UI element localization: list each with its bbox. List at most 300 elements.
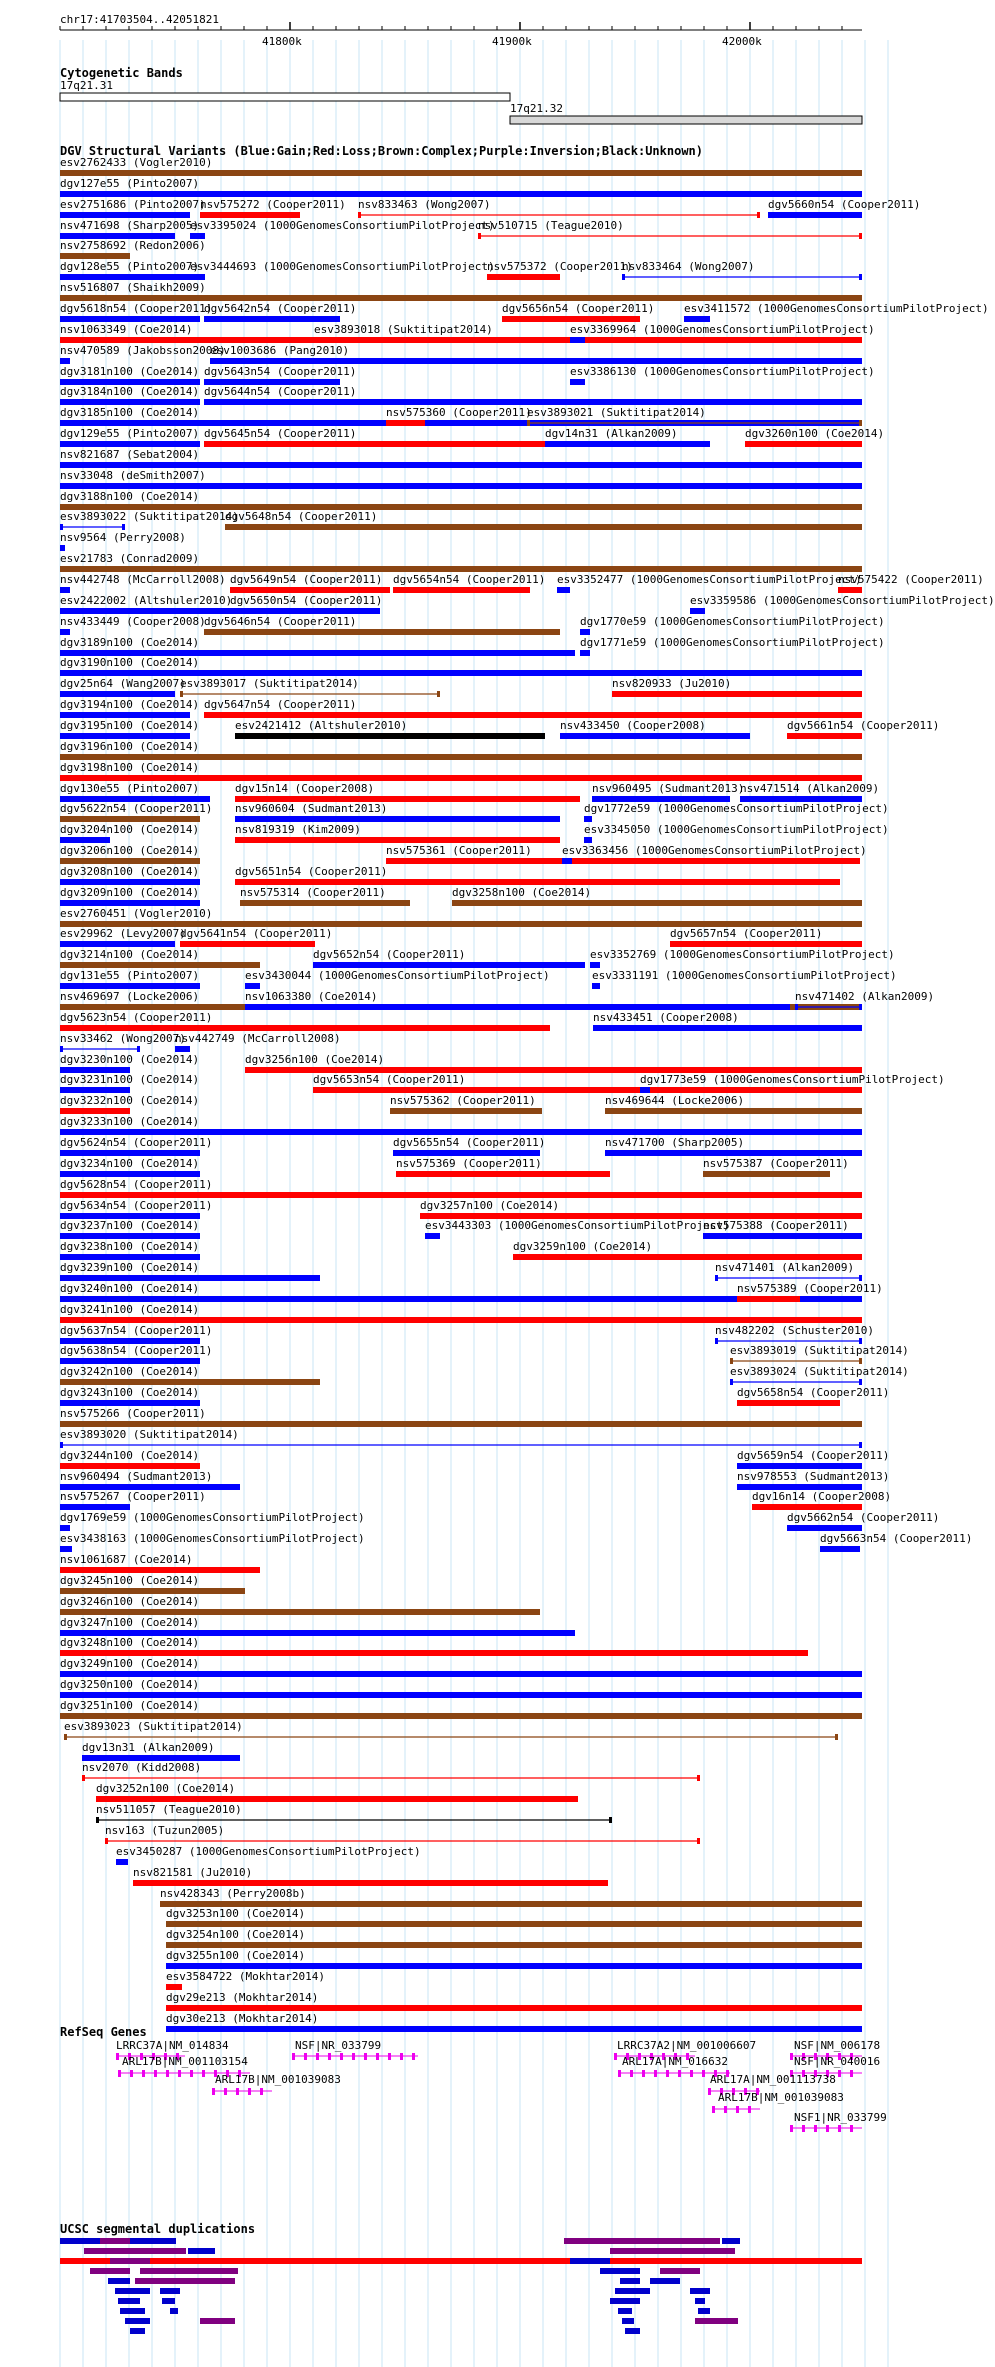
variant-bar — [204, 399, 862, 405]
gene-exon — [790, 2053, 793, 2060]
variant-bar — [768, 212, 862, 218]
variant-label: dgv3230n100 (Coe2014) — [60, 1053, 200, 1066]
variant-label: dgv3254n100 (Coe2014) — [166, 1928, 306, 1941]
variant-label: nsv575266 (Cooper2011) — [60, 1407, 206, 1420]
variant-end — [859, 1004, 862, 1010]
variant-label: dgv3204n100 (Coe2014) — [60, 823, 200, 836]
variant-label: esv3893024 (Suktitipat2014) — [730, 1365, 909, 1378]
variant-label: dgv1771e59 (1000GenomesConsortiumPilotProject) — [580, 636, 885, 649]
position-readout: chr17:41703504..42051821 — [60, 13, 219, 26]
variant-label: nsv510715 (Teague2010) — [478, 219, 624, 232]
gene-exon — [236, 2088, 239, 2095]
variant-bar — [180, 941, 315, 947]
segmental-duplication — [200, 2318, 235, 2324]
variant-label: dgv3237n100 (Coe2014) — [60, 1219, 200, 1232]
variant-bar — [60, 1087, 130, 1093]
gene-exon — [142, 2070, 145, 2077]
variant-bar — [60, 587, 70, 593]
gene-label: NSF|NM_006178 — [794, 2039, 881, 2052]
variant-end — [478, 233, 481, 239]
variant-label: dgv3247n100 (Coe2014) — [60, 1616, 200, 1629]
variant-bar — [60, 775, 862, 781]
variant-label: dgv3239n100 (Coe2014) — [60, 1261, 200, 1274]
variant-label: dgv5647n54 (Cooper2011) — [204, 698, 357, 711]
variant-label: dgv131e55 (Pinto2007) — [60, 969, 200, 982]
variant-label: esv3331191 (1000GenomesConsortiumPilotProject) — [592, 969, 897, 982]
variant-label: nsv516807 (Shaikh2009) — [60, 281, 206, 294]
variant-label: nsv433449 (Cooper2008) — [60, 615, 206, 628]
gene-exon — [400, 2053, 403, 2060]
variant-bar — [60, 1463, 200, 1469]
segmental-duplication — [140, 2268, 238, 2274]
variant-label: dgv3198n100 (Coe2014) — [60, 761, 200, 774]
variant-bar — [612, 691, 862, 697]
cytoband-label: 17q21.32 — [510, 102, 563, 115]
gene-exon — [202, 2070, 205, 2077]
variant-bar — [60, 1650, 808, 1656]
variant-label: dgv5641n54 (Cooper2011) — [180, 927, 333, 940]
variant-bar — [605, 1150, 862, 1156]
variant-bar — [580, 629, 590, 635]
variant-label: dgv5655n54 (Cooper2011) — [393, 1136, 546, 1149]
variant-label: esv3443303 (1000GenomesConsortiumPilotProject) — [425, 1219, 730, 1232]
variant-label: dgv127e55 (Pinto2007) — [60, 177, 200, 190]
variant-end — [137, 1046, 140, 1052]
variant-label: nsv575389 (Cooper2011) — [737, 1282, 883, 1295]
variant-end — [82, 1775, 85, 1781]
variant-bar — [838, 587, 862, 593]
variant-bar — [580, 650, 590, 656]
variant-end — [715, 1275, 718, 1281]
segmental-duplication — [160, 2288, 180, 2294]
segmental-duplication — [90, 2268, 130, 2274]
variant-label: nsv978553 (Sudmant2013) — [737, 1470, 890, 1483]
variant-label: dgv3189n100 (Coe2014) — [60, 636, 200, 649]
variant-bar — [204, 441, 545, 447]
variant-label: dgv5642n54 (Cooper2011) — [204, 302, 357, 315]
variant-bar — [560, 733, 750, 739]
gene-label: LRRC37A2|NM_001006607 — [617, 2039, 757, 2052]
variant-bar — [60, 1525, 70, 1531]
variant-label: dgv25n64 (Wang2007) — [60, 677, 186, 690]
variant-label: nsv471514 (Alkan2009) — [740, 782, 880, 795]
variant-label: dgv3252n100 (Coe2014) — [96, 1782, 236, 1795]
variant-bar — [60, 983, 200, 989]
variant-label: dgv5649n54 (Cooper2011) — [230, 573, 383, 586]
variant-label: dgv3238n100 (Coe2014) — [60, 1240, 200, 1253]
variant-bar — [60, 858, 200, 864]
variant-bar — [166, 1984, 182, 1990]
variant-label: esv3893023 (Suktitipat2014) — [64, 1720, 243, 1733]
variant-bar — [204, 712, 862, 718]
variant-end — [122, 524, 125, 530]
variant-bar — [60, 1421, 862, 1427]
variant-label: esv3386130 (1000GenomesConsortiumPilotProject) — [570, 365, 875, 378]
variant-label: nsv433451 (Cooper2008) — [593, 1011, 739, 1024]
variant-label: esv3411572 (1000GenomesConsortiumPilotProject) — [684, 302, 989, 315]
variant-label: dgv5651n54 (Cooper2011) — [235, 865, 388, 878]
variant-label: esv2421412 (Altshuler2010) — [235, 719, 408, 732]
gene-exon — [790, 2125, 793, 2132]
variant-label: dgv3255n100 (Coe2014) — [166, 1949, 306, 1962]
gene-exon — [212, 2088, 215, 2095]
variant-label: dgv3181n100 (Coe2014) — [60, 365, 200, 378]
cytoband-track-title: Cytogenetic Bands — [60, 66, 183, 80]
segmental-duplication — [60, 2238, 100, 2244]
variant-label: dgv5623n54 (Cooper2011) — [60, 1011, 213, 1024]
variant-end — [314, 337, 317, 343]
variant-label: nsv442749 (McCarroll2008) — [175, 1032, 341, 1045]
segmental-duplication — [115, 2288, 150, 2294]
variant-bar — [820, 1546, 860, 1552]
gene-exon — [304, 2053, 307, 2060]
variant-label: dgv5656n54 (Cooper2011) — [502, 302, 655, 315]
variant-bar — [60, 1609, 540, 1615]
variant-end — [557, 337, 560, 343]
variant-label: esv3438163 (1000GenomesConsortiumPilotProject) — [60, 1532, 365, 1545]
variant-bar — [737, 1463, 862, 1469]
variant-bar — [390, 1108, 542, 1114]
variant-bar — [313, 962, 585, 968]
gene-label: ARL17B|NM_001039083 — [215, 2073, 341, 2086]
segmental-duplication — [188, 2248, 215, 2254]
variant-bar — [60, 1379, 320, 1385]
variant-bar — [60, 1150, 200, 1156]
variant-bar — [690, 608, 705, 614]
variant-label: dgv3241n100 (Coe2014) — [60, 1303, 200, 1316]
variant-label: esv3363456 (1000GenomesConsortiumPilotProject) — [562, 844, 867, 857]
gene-label: NSF1|NR_033799 — [794, 2111, 887, 2124]
variant-label: dgv3240n100 (Coe2014) — [60, 1282, 200, 1295]
segmental-duplication — [610, 2298, 640, 2304]
variant-label: nsv820933 (Ju2010) — [612, 677, 732, 690]
variant-label: nsv163 (Tuzun2005) — [105, 1824, 225, 1837]
cytoband-17q21.32 — [510, 116, 862, 124]
segmental-duplication — [570, 2258, 610, 2264]
variant-label: esv21783 (Conrad2009) — [60, 552, 200, 565]
segmental-duplication — [84, 2248, 186, 2254]
variant-label: dgv1773e59 (1000GenomesConsortiumPilotProject) — [640, 1073, 945, 1086]
variant-label: esv3584722 (Mokhtar2014) — [166, 1970, 325, 1983]
variant-end — [64, 1734, 67, 1740]
variant-label: dgv5646n54 (Cooper2011) — [204, 615, 357, 628]
cytoband-17q21.31 — [60, 93, 510, 101]
variant-label: dgv5663n54 (Cooper2011) — [820, 1532, 973, 1545]
variant-bar — [562, 858, 572, 864]
variant-bar — [60, 274, 190, 280]
variant-label: nsv833463 (Wong2007) — [358, 198, 491, 211]
variant-label: dgv5643n54 (Cooper2011) — [204, 365, 357, 378]
variant-bar — [60, 941, 175, 947]
variant-label: dgv5658n54 (Cooper2011) — [737, 1386, 890, 1399]
variant-label: dgv3250n100 (Coe2014) — [60, 1678, 200, 1691]
gene-exon — [618, 2070, 621, 2077]
gene-exon — [116, 2053, 119, 2060]
variant-label: nsv960604 (Sudmant2013) — [235, 802, 388, 815]
variant-label: esv3359586 (1000GenomesConsortiumPilotProject) — [690, 594, 995, 607]
variant-label: dgv128e55 (Pinto2007) — [60, 260, 200, 273]
variant-label: esv3893019 (Suktitipat2014) — [730, 1344, 909, 1357]
variant-label: dgv3260n100 (Coe2014) — [745, 427, 885, 440]
variant-end — [859, 1442, 862, 1448]
variant-label: dgv15n14 (Cooper2008) — [235, 782, 375, 795]
gene-exon — [838, 2125, 841, 2132]
variant-bar — [133, 1880, 608, 1886]
variant-label: nsv471698 (Sharp2005) — [60, 219, 200, 232]
variant-end — [859, 233, 862, 239]
variant-bar — [245, 1004, 790, 1010]
segmental-duplication — [125, 2318, 150, 2324]
variant-label: dgv5637n54 (Cooper2011) — [60, 1324, 213, 1337]
variant-bar — [60, 608, 230, 614]
gene-label: ARL17A|NM_001113738 — [710, 2073, 836, 2086]
variant-label: dgv5624n54 (Cooper2011) — [60, 1136, 213, 1149]
variant-bar — [60, 1713, 862, 1719]
segmental-duplication — [615, 2288, 650, 2294]
segmental-duplication — [108, 2278, 130, 2284]
variant-bar — [396, 1171, 610, 1177]
dgv-track-title: DGV Structural Variants (Blue:Gain;Red:Loss;Brown:Complex;Purple:Inversion;Black:Unknown) — [60, 144, 703, 158]
variant-label: esv3893018 (Suktitipat2014) — [314, 323, 493, 336]
variant-bar — [60, 441, 200, 447]
variant-bar — [393, 587, 530, 593]
variant-bar — [545, 441, 710, 447]
ruler-tick-label: 41800k — [262, 35, 302, 48]
variant-label: dgv3233n100 (Coe2014) — [60, 1115, 200, 1128]
variant-bar — [787, 1525, 862, 1531]
variant-bar — [670, 941, 862, 947]
gene-exon — [614, 2053, 617, 2060]
gene-exon — [316, 2053, 319, 2060]
variant-bar — [116, 1859, 128, 1865]
variant-label: nsv575360 (Cooper2011) — [386, 406, 532, 419]
gene-exon — [814, 2125, 817, 2132]
gene-exon — [190, 2070, 193, 2077]
variant-bar — [166, 1921, 862, 1927]
segmental-duplication — [60, 2258, 862, 2264]
variant-bar — [60, 1192, 862, 1198]
variant-label: dgv1772e59 (1000GenomesConsortiumPilotProject) — [584, 802, 889, 815]
variant-label: dgv3244n100 (Coe2014) — [60, 1449, 200, 1462]
variant-label: dgv3185n100 (Coe2014) — [60, 406, 200, 419]
variant-label: nsv471700 (Sharp2005) — [605, 1136, 745, 1149]
variant-label: dgv3232n100 (Coe2014) — [60, 1094, 200, 1107]
variant-bar — [60, 1504, 130, 1510]
variant-bar — [60, 1400, 200, 1406]
variant-bar — [60, 691, 175, 697]
variant-bar — [60, 879, 200, 885]
variant-bar — [204, 316, 340, 322]
variant-label: esv3352477 (1000GenomesConsortiumPilotProject) — [557, 573, 862, 586]
gene-exon — [292, 2053, 295, 2060]
variant-label: nsv2758692 (Redon2006) — [60, 239, 206, 252]
variant-label: dgv5644n54 (Cooper2011) — [204, 385, 357, 398]
variant-bar — [386, 858, 860, 864]
gene-exon — [352, 2053, 355, 2060]
variant-end — [60, 1442, 63, 1448]
variant-bar — [60, 1692, 862, 1698]
gene-exon — [166, 2070, 169, 2077]
variant-label: esv1003686 (Pang2010) — [210, 344, 350, 357]
variant-bar — [60, 316, 200, 322]
gene-exon — [224, 2088, 227, 2095]
variant-bar — [593, 1025, 862, 1031]
variant-bar — [570, 337, 585, 343]
variant-label: dgv130e55 (Pinto2007) — [60, 782, 200, 795]
variant-bar — [60, 1233, 200, 1239]
variant-label: dgv3184n100 (Coe2014) — [60, 385, 200, 398]
variant-bar — [60, 1317, 862, 1323]
variant-bar — [557, 587, 570, 593]
variant-bar — [60, 253, 130, 259]
variant-bar — [60, 754, 862, 760]
variant-label: dgv5638n54 (Cooper2011) — [60, 1344, 213, 1357]
variant-bar — [60, 1171, 200, 1177]
gene-exon — [838, 2070, 841, 2077]
gene-label: ARL17B|NM_001103154 — [122, 2055, 248, 2068]
variant-bar — [60, 962, 260, 968]
variant-label: nsv833464 (Wong2007) — [622, 260, 755, 273]
segmental-duplication — [695, 2298, 705, 2304]
variant-label: dgv5634n54 (Cooper2011) — [60, 1199, 213, 1212]
variant-label: dgv5661n54 (Cooper2011) — [787, 719, 940, 732]
variant-label: dgv5653n54 (Cooper2011) — [313, 1073, 466, 1086]
variant-label: dgv3196n100 (Coe2014) — [60, 740, 200, 753]
segmental-duplication — [690, 2288, 710, 2294]
variant-label: nsv469644 (Locke2006) — [605, 1094, 745, 1107]
variant-bar — [230, 587, 390, 593]
gene-exon — [850, 2125, 853, 2132]
variant-label: dgv5659n54 (Cooper2011) — [737, 1449, 890, 1462]
gene-exon — [412, 2053, 415, 2060]
gene-exon — [678, 2070, 681, 2077]
variant-bar — [60, 816, 200, 822]
variant-end — [795, 1004, 798, 1010]
variant-bar — [684, 316, 710, 322]
gene-exon — [642, 2070, 645, 2077]
variant-label: nsv9564 (Perry2008) — [60, 531, 186, 544]
segmental-duplication — [618, 2308, 632, 2314]
variant-label: nsv428343 (Perry2008b) — [160, 1887, 306, 1900]
variant-label: esv2751686 (Pinto2007) — [60, 198, 206, 211]
variant-label: esv3430044 (1000GenomesConsortiumPilotProject) — [245, 969, 550, 982]
variant-bar — [60, 1254, 200, 1260]
variant-label: esv3369964 (1000GenomesConsortiumPilotProject) — [570, 323, 875, 336]
gene-exon — [724, 2106, 727, 2113]
variant-bar — [60, 483, 862, 489]
variant-label: dgv29e213 (Mokhtar2014) — [166, 1991, 319, 2004]
segmental-duplication — [162, 2298, 175, 2304]
variant-label: esv29962 (Levy2007) — [60, 927, 186, 940]
variant-label: dgv5645n54 (Cooper2011) — [204, 427, 357, 440]
variant-label: dgv129e55 (Pinto2007) — [60, 427, 200, 440]
variant-bar — [60, 358, 70, 364]
variant-bar — [570, 379, 585, 385]
variant-label: nsv471401 (Alkan2009) — [715, 1261, 855, 1274]
variant-bar — [737, 1296, 800, 1302]
gene-exon — [708, 2088, 711, 2095]
variant-end — [609, 1817, 612, 1823]
gene-exon — [388, 2053, 391, 2060]
cytoband-label: 17q21.31 — [60, 79, 113, 92]
variant-bar — [313, 1087, 862, 1093]
variant-end — [730, 1358, 733, 1364]
ruler-tick-label: 41900k — [492, 35, 532, 48]
variant-bar — [240, 900, 410, 906]
variant-label: dgv16n14 (Cooper2008) — [752, 1490, 892, 1503]
variant-label: esv3345050 (1000GenomesConsortiumPilotProject) — [584, 823, 889, 836]
variant-label: dgv5648n54 (Cooper2011) — [225, 510, 378, 523]
gene-exon — [248, 2088, 251, 2095]
variant-label: dgv3246n100 (Coe2014) — [60, 1595, 200, 1608]
variant-label: dgv3214n100 (Coe2014) — [60, 948, 200, 961]
variant-bar — [204, 629, 560, 635]
segmental-duplication — [130, 2328, 145, 2334]
gene-exon — [850, 2070, 853, 2077]
variant-label: nsv575362 (Cooper2011) — [390, 1094, 536, 1107]
gene-exon — [364, 2053, 367, 2060]
variant-bar — [60, 1546, 72, 1552]
gene-exon — [376, 2053, 379, 2060]
variant-label: nsv1063349 (Coe2014) — [60, 323, 193, 336]
segmental-duplication — [600, 2268, 640, 2274]
variant-label: dgv3194n100 (Coe2014) — [60, 698, 200, 711]
variant-bar — [502, 316, 640, 322]
variant-bar — [60, 1108, 130, 1114]
variant-label: dgv3188n100 (Coe2014) — [60, 490, 200, 503]
variant-label: dgv3253n100 (Coe2014) — [166, 1907, 306, 1920]
variant-bar — [60, 900, 200, 906]
variant-label: dgv14n31 (Alkan2009) — [545, 427, 678, 440]
variant-bar — [60, 1671, 862, 1677]
variant-bar — [200, 212, 300, 218]
variant-bar — [60, 545, 65, 551]
segmental-duplication — [135, 2278, 235, 2284]
variant-label: dgv5652n54 (Cooper2011) — [313, 948, 466, 961]
variant-end — [437, 691, 440, 697]
variant-bar — [60, 566, 862, 572]
variant-end — [835, 1734, 838, 1740]
variant-bar — [60, 629, 70, 635]
gene-exon — [118, 2070, 121, 2077]
variant-label: nsv471402 (Alkan2009) — [795, 990, 935, 1003]
gene-exon — [178, 2070, 181, 2077]
gene-exon — [130, 2070, 133, 2077]
variant-label: dgv3209n100 (Coe2014) — [60, 886, 200, 899]
segmental-duplication — [170, 2308, 178, 2314]
variant-bar — [235, 816, 560, 822]
variant-label: dgv5618n54 (Cooper2011) — [60, 302, 213, 315]
segmental-duplication — [622, 2318, 634, 2324]
segmental-duplication — [100, 2238, 130, 2244]
variant-bar — [513, 1254, 862, 1260]
variant-bar — [60, 1025, 550, 1031]
variant-bar — [60, 1588, 245, 1594]
gene-exon — [630, 2070, 633, 2077]
variant-end — [60, 1046, 63, 1052]
variant-bar — [60, 712, 190, 718]
variant-bar — [393, 1150, 540, 1156]
variant-label: nsv960494 (Sudmant2013) — [60, 1470, 213, 1483]
variant-label: nsv575361 (Cooper2011) — [386, 844, 532, 857]
variant-bar — [175, 1046, 190, 1052]
variant-bar — [60, 212, 190, 218]
gene-exon — [340, 2053, 343, 2060]
segmental-duplication — [695, 2318, 738, 2324]
variant-bar — [590, 962, 600, 968]
variant-end — [715, 1338, 718, 1344]
variant-label: nsv960495 (Sudmant2013) — [592, 782, 745, 795]
